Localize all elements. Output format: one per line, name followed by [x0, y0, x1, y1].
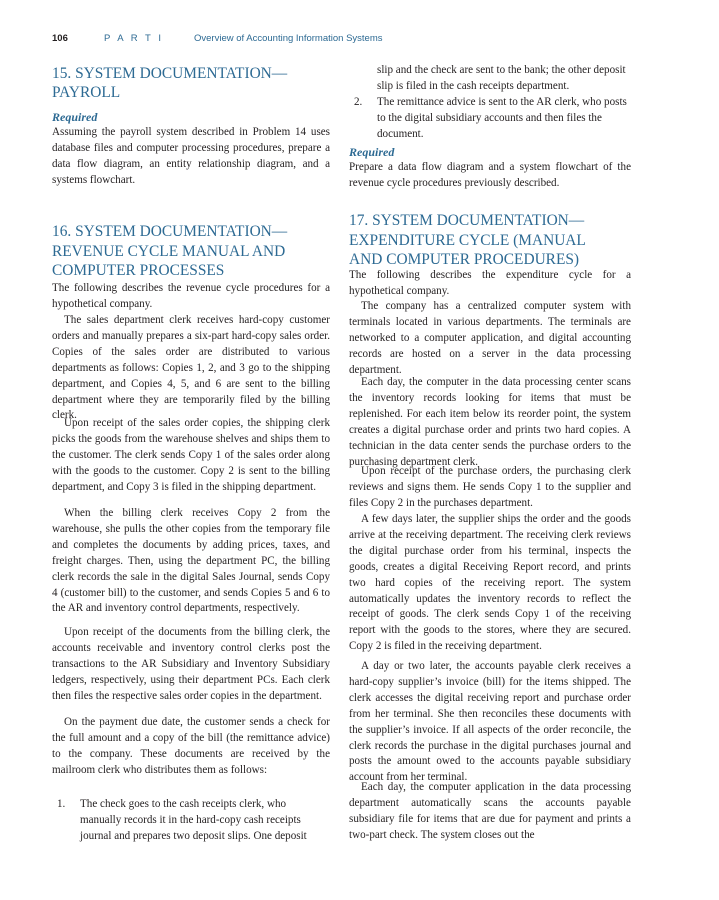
problem-17-para-inventory-scan: Each day, the computer in the data processing center scans the inventory records looking for items that must be replenished. For each item below its reorder point, the system creates a digital purchase order and prints two hard copies. A technician in the data center sends the purchase orders to the purchasing department clerk. — [349, 376, 631, 468]
part-title: Overview of Accounting Information Systems — [194, 33, 383, 44]
list-item-number: 2. — [354, 96, 363, 108]
problem-16-list-item-2 — [354, 95, 630, 143]
problem-17-para-system: The company has a centralized computer system with terminals located in various departments. The terminals are networked to a computer application, and digital accounting records are hosted on a server in the data processing department. — [349, 300, 631, 376]
problem-15-title: 15. SYSTEM DOCUMENTATION— PAYROLL — [52, 65, 288, 101]
problem-16-para-shipping: Upon receipt of the sales order copies, the shipping clerk picks the goods from the warehouse shelves and ships them to the customer. The clerk sends Copy 1 of the sales order along with the goods to the customer. Copy 2 is sent to the billing department, and Copy 3 is filed in the shipping department. — [52, 417, 330, 493]
problem-17-para-receiving: A few days later, the supplier ships the order and the goods arrive at the receiving department. The receiving clerk reviews the digital purchase order from his terminal, inspects the goods, creates a digital Receiving Report record, and prints two hard copies of the receiving report. The system automatically updates the inventory records to reflect the receipt of goods. The clerk sends Copy 1 of the receiving report with the goods to the stores, where they are secured. Copy 2 is filed in the receiving department. — [349, 513, 631, 653]
problem-15-required-text: Assuming the payroll system described in Problem 14 uses database files and computer processing procedures, prepare a data flow diagram, an entity relationship diagram, and a systems flowchart. — [52, 126, 330, 186]
problem-16-required-text: Prepare a data flow diagram and a system flowchart of the revenue cycle procedures previously described. — [349, 161, 631, 189]
problem-16-para-billing: When the billing clerk receives Copy 2 from the warehouse, she pulls the other copies from the temporary file and completes the documents by adding prices, taxes, and freight charges. Then, using the department PC, the billing clerk records the sale in the digital Sales Journal, sends Copy 4 (customer bill) to the customer, and sends Copies 5 and 6 to the AR and inventory control departments, respectively. — [52, 507, 330, 615]
problem-16-intro: The following describes the revenue cycle procedures for a hypothetical company. — [52, 282, 330, 310]
part-label: P A R T I — [104, 33, 164, 44]
problem-17-para-accounts-payable: A day or two later, the accounts payable clerk receives a hard-copy supplier’s invoice (bill) for the items shipped. The clerk accesses the digital receiving report and purchase order from her terminal. She then reconciles these documents with the supplier’s invoice. If all aspects of the order reconcile, the clerk records the purchase in the digital purchases journal and posts the amount owed to the accounts payable subsidiary account from her terminal. — [349, 660, 631, 784]
list-item-number: 1. — [57, 798, 66, 810]
list-item-text: The check goes to the cash receipts clerk, who manually records it in the hard-copy cash receipts journal and prepares two deposit slips. One deposit — [80, 798, 307, 842]
problem-16-para-sales-order: The sales department clerk receives hard-copy customer orders and manually prepares a six-part hard-copy sales order. Copies of the sales order are distributed to various departments as follows: Copies 1, 2, and 3 go to the shipping department, and Copies 4, 5, and 6 are sent to the billing department where they are temporarily filed by the billing clerk. — [52, 314, 330, 422]
problem-16-list-item-1-continued: slip and the check are sent to the bank; the other deposit slip is filed in the cash receipts department. — [377, 64, 626, 92]
problem-17-para-purchasing: Upon receipt of the purchase orders, the purchasing clerk reviews and signs them. He sends Copy 1 to the supplier and files Copy 2 in the purchases department. — [349, 465, 631, 509]
problem-16-title: 16. SYSTEM DOCUMENTATION— REVENUE CYCLE MANUAL AND COMPUTER PROCESSES — [52, 223, 288, 279]
page-number: 106 — [52, 33, 68, 44]
problem-16-para-ledgers: Upon receipt of the documents from the billing clerk, the accounts receivable and inventory control clerks post the transactions to the AR Subsidiary and Inventory Subsidiary ledgers, respectively, using their department PCs. Each clerk then files the respective sales order copies in the department. — [52, 626, 330, 702]
problem-15-required-heading: Required — [52, 110, 98, 124]
problem-17-title: 17. SYSTEM DOCUMENTATION— EXPENDITURE CYCLE (MANUAL AND COMPUTER PROCEDURES) — [349, 212, 586, 268]
problem-16-list-item-1 — [57, 797, 325, 845]
running-header — [52, 33, 652, 47]
problem-17-para-payment: Each day, the computer application in the data processing department automatically scans the accounts payable subsidiary file for items that are due for payment and prints a two-part check. The system closes out the — [349, 781, 631, 841]
problem-16-para-payment: On the payment due date, the customer sends a check for the full amount and a copy of the bill (the remittance advice) to the company. These documents are received by the mailroom clerk who distributes them as follows: — [52, 716, 330, 776]
problem-17-intro: The following describes the expenditure cycle for a hypothetical company. — [349, 269, 631, 297]
list-item-text: The remittance advice is sent to the AR clerk, who posts to the digital subsidiary accounts and then files the document. — [377, 96, 627, 140]
problem-16-required-heading: Required — [349, 145, 395, 159]
